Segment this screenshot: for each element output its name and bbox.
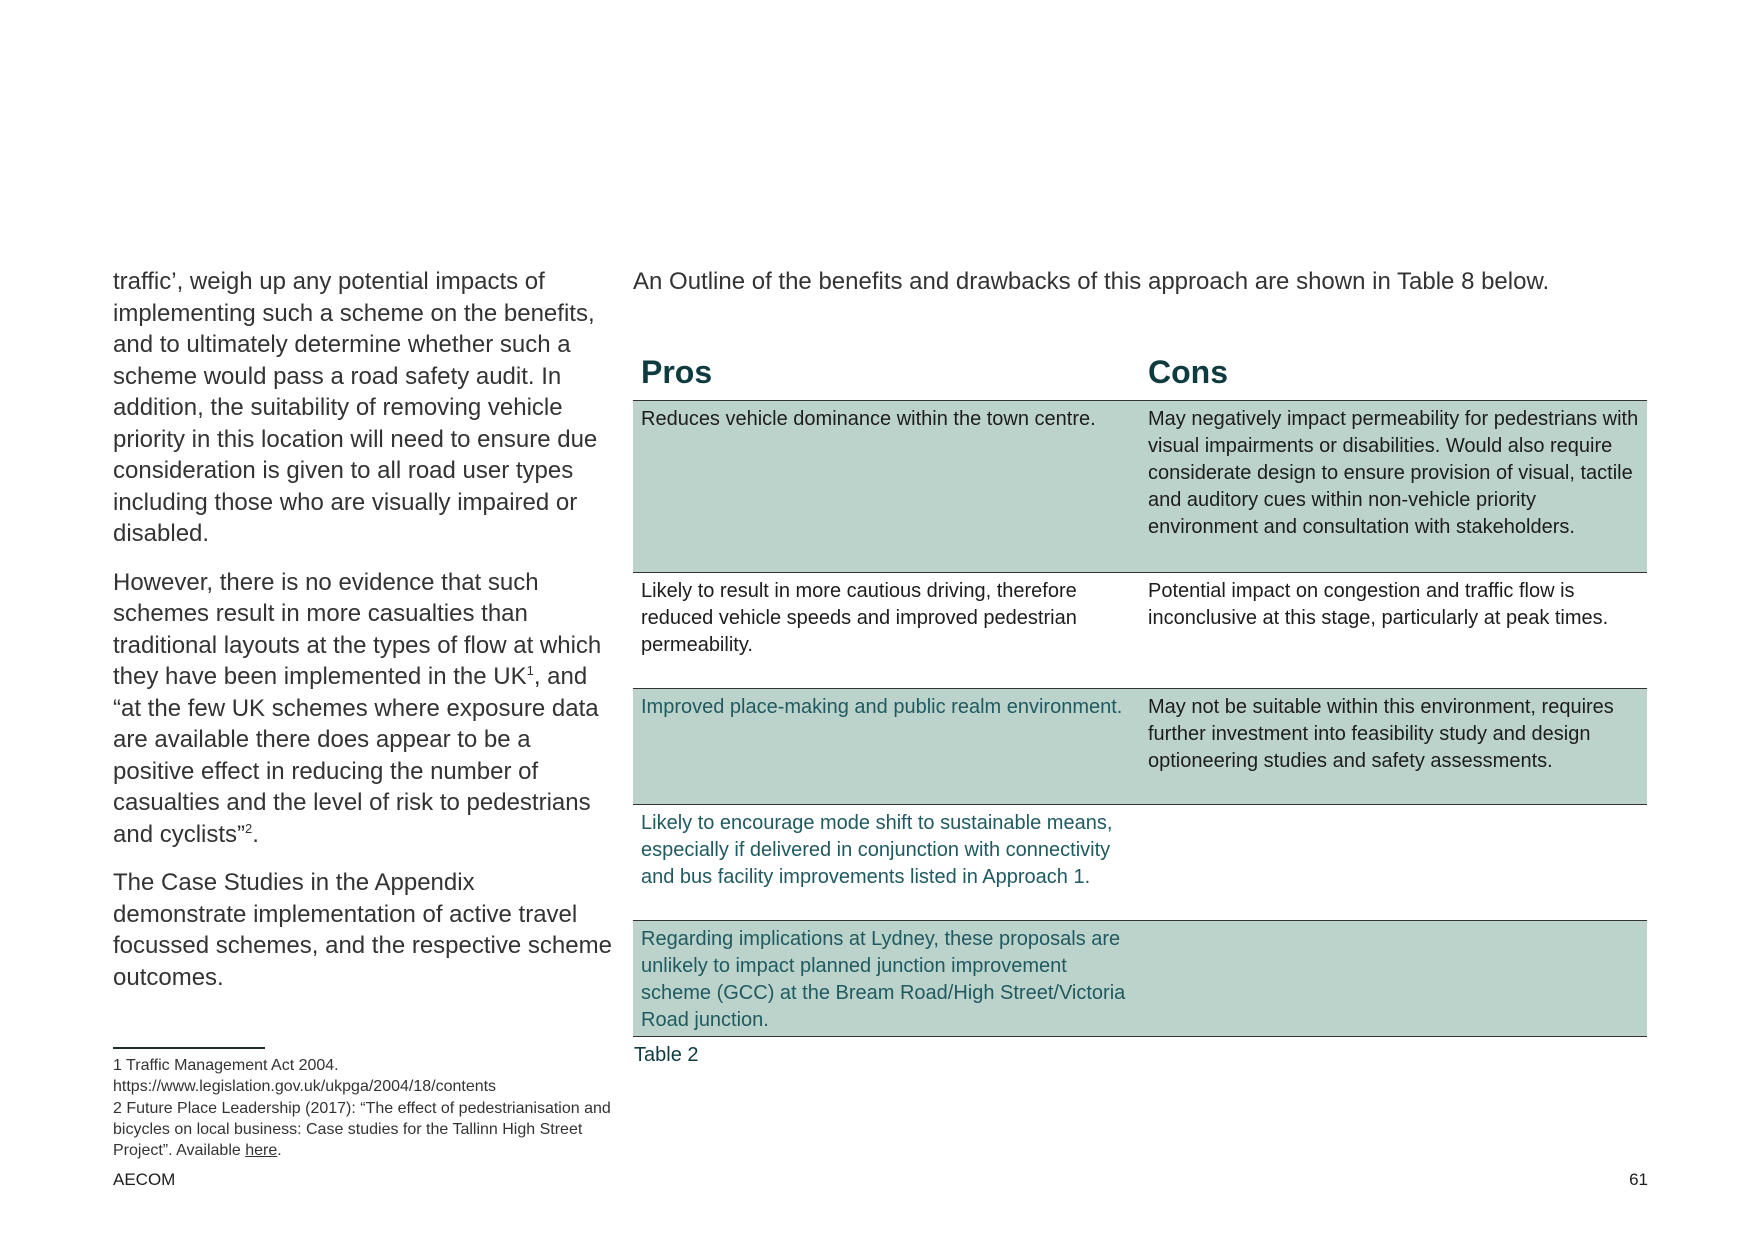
pro-cell: Improved place-making and public realm environment. <box>641 696 1123 718</box>
footnote-2 <box>113 1098 613 1162</box>
table-caption: Table 2 <box>634 1044 699 1066</box>
pros-cons-table-header <box>633 352 1647 402</box>
table-row <box>633 805 1647 921</box>
con-cell: May negatively impact permeability for pedestrians with visual impairments or disabilities. Would also require considerate design to ensure provision of visual, tactile and auditory cues within non-vehicle priority environment and consultation with stakeholders. <box>1148 408 1639 538</box>
footnote-ref-2[interactable]: 2 <box>245 820 253 836</box>
table-row <box>633 573 1647 689</box>
con-cell: May not be suitable within this environment, requires further investment into feasibility study and design optioneering studies and safety assessments. <box>1148 696 1614 772</box>
table-intro: An Outline of the benefits and drawbacks of this approach are shown in Table 8 below. <box>633 268 1550 295</box>
footer-brand: AECOM <box>113 1170 176 1189</box>
body-paragraph-3: The Case Studies in the Appendix demonstrate implementation of active travel focussed schemes, and the respective scheme outcomes. <box>113 869 612 991</box>
footnote-divider <box>113 1047 265 1049</box>
paragraph-2-text-c: . <box>252 820 259 848</box>
footnote-2-end: . <box>277 1142 282 1160</box>
pro-cell: Likely to result in more cautious driving, therefore reduced vehicle speeds and improved pedestrian permeability. <box>641 580 1077 656</box>
table-row <box>633 921 1647 1037</box>
con-cell: Potential impact on congestion and traffic flow is inconclusive at this stage, particularly at peak times. <box>1148 580 1609 629</box>
footnote-2-text: 2 Future Place Leadership (2017): “The effect of pedestrianisation and bicycles on local business: Case studies for the Tallinn High Street Project”. Available <box>113 1099 611 1160</box>
table-row <box>633 689 1647 805</box>
body-paragraph-1: traffic’, weigh up any potential impacts of implementing such a scheme on the benefits, and to ultimately determine whether such a scheme would pass a road safety audit. In addition, the suitability of removing vehicle priority in this location will need to ensure due consideration is given to all road user types including those who are visually impaired or disabled. <box>113 268 598 547</box>
left-column <box>113 266 613 1010</box>
right-column <box>633 266 1647 298</box>
pro-cell: Regarding implications at Lydney, these proposals are unlikely to impact planned junction improvement scheme (GCC) at the Bream Road/High Street/Victoria Road junction. <box>641 928 1126 1031</box>
footnote-1: 1 Traffic Management Act 2004. https://www.legislation.gov.uk/ukpga/2004/18/contents <box>113 1057 497 1096</box>
footnote-2-link[interactable]: here <box>245 1142 278 1160</box>
cons-header: Cons <box>1148 354 1228 390</box>
page-number: 61 <box>1629 1170 1648 1189</box>
footnotes <box>113 1055 613 1161</box>
table-row <box>633 401 1647 573</box>
pros-header: Pros <box>641 354 713 390</box>
pro-cell: Reduces vehicle dominance within the town centre. <box>641 408 1096 430</box>
pro-cell: Likely to encourage mode shift to sustainable means, especially if delivered in conjunction with connectivity and bus facility improvements listed in Approach 1. <box>641 812 1113 888</box>
body-paragraph-2 <box>113 567 613 851</box>
paragraph-2-text-a: However, there is no evidence that such schemes result in more casualties than traditional layouts at the types of flow at which they have been implemented in the UK <box>113 568 602 690</box>
paragraph-2-text-b: , and “at the few UK schemes where exposure data are available there does appear to be a positive effect in reducing the number of casualties and the level of risk to pedestrians and cyclists” <box>113 663 599 848</box>
footnote-ref-1[interactable]: 1 <box>526 663 534 678</box>
